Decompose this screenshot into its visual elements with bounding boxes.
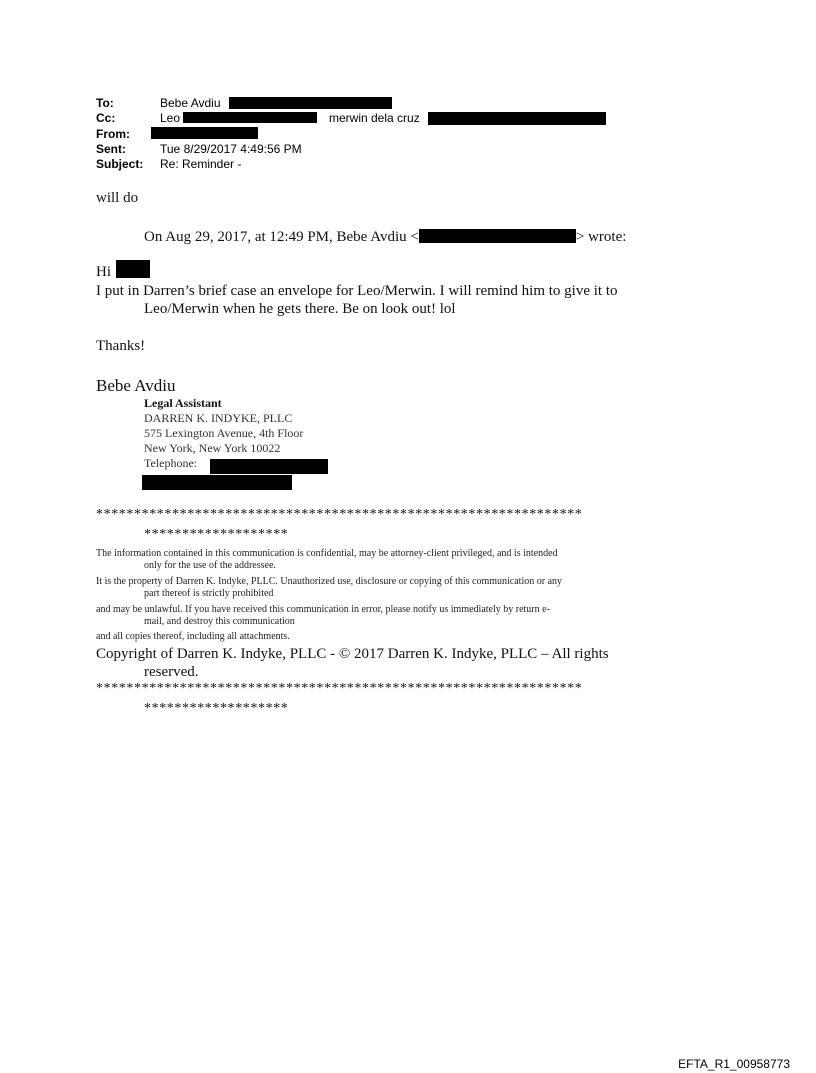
disclaimer-line-2: It is the property of Darren K. Indyke, PLLC. Unauthorized use, disclosure or copying of this communication or any	[96, 576, 563, 587]
separator-stars-1b: *******************	[144, 527, 289, 542]
redaction-email-line	[142, 475, 292, 490]
signature-firm: DARREN K. INDYKE, PLLC	[144, 411, 293, 425]
reply-text: will do	[96, 190, 139, 206]
subject-value: Re: Reminder -	[160, 157, 242, 171]
sent-value: Tue 8/29/2017 4:49:56 PM	[160, 142, 302, 156]
sent-label: Sent:	[96, 142, 126, 156]
quote-intro	[144, 228, 626, 246]
subject-label: Subject:	[96, 157, 144, 171]
redaction-cc-2	[428, 112, 606, 125]
redaction-from	[151, 127, 258, 139]
signature-address-1: 575 Lexington Avenue, 4th Floor	[144, 426, 304, 440]
to-value: Bebe Avdiu	[160, 96, 221, 110]
copyright-line: Copyright of Darren K. Indyke, PLLC - © 2017 Darren K. Indyke, PLLC – All rights	[96, 646, 609, 662]
quote-intro-before: On Aug 29, 2017, at 12:49 PM, Bebe Avdiu <	[144, 229, 419, 245]
greeting: Hi	[96, 264, 111, 280]
quote-intro-after: > wrote:	[575, 229, 627, 245]
signature-title: Legal Assistant	[144, 396, 222, 410]
separator-stars-2: ****************************************************************	[96, 681, 583, 696]
thanks-text: Thanks!	[96, 338, 146, 354]
cc-value-start: Leo	[160, 111, 181, 125]
from-label: From:	[96, 127, 130, 141]
redaction-cc-1	[183, 112, 317, 123]
document-id: EFTA_R1_00958773	[678, 1057, 790, 1071]
body-line-2: Leo/Merwin when he gets there. Be on look out! lol	[144, 301, 456, 317]
redaction-sender-email	[419, 229, 576, 243]
separator-stars-1: ****************************************************************	[96, 507, 583, 522]
separator-stars-2b: *******************	[144, 701, 289, 716]
disclaimer-line-2b: part thereof is strictly prohibited	[144, 588, 274, 599]
disclaimer-line-1: The information contained in this communication is confidential, may be attorney-client privileged, and is intended	[96, 548, 558, 559]
redaction-to-email	[229, 97, 392, 109]
disclaimer-line-3b: mail, and destroy this communication	[144, 616, 295, 627]
cc-value-merwin: merwin dela cruz	[329, 111, 420, 125]
disclaimer-line-3: and may be unlawful. If you have received this communication in error, please notify us immediately by return e-	[96, 604, 550, 615]
cc-label: Cc:	[96, 111, 116, 125]
signature-phone-label: Telephone:	[144, 456, 198, 470]
redaction-phone	[210, 459, 328, 474]
signature-name: Bebe Avdiu	[96, 376, 176, 395]
to-label: To:	[96, 96, 114, 110]
disclaimer-line-4: and all copies thereof, including all attachments.	[96, 631, 290, 642]
signature-address-2: New York, New York 10022	[144, 441, 281, 455]
copyright-line-b: reserved.	[144, 664, 199, 680]
disclaimer-line-1b: only for the use of the addressee.	[144, 560, 276, 571]
body-line-1: I put in Darren’s brief case an envelope for Leo/Merwin. I will remind him to give it to	[96, 283, 618, 299]
redaction-greeting-name	[116, 260, 150, 278]
